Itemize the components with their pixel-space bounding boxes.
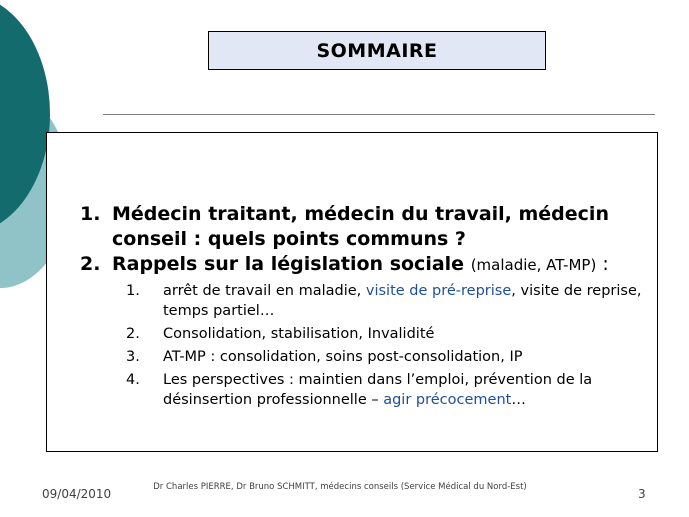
footer-date: 09/04/2010	[42, 487, 112, 501]
sub-item-text: Consolidation, stabilisation, Invalidité	[163, 326, 435, 342]
agenda-item-1	[80, 202, 650, 252]
agenda-item-number: 2.	[80, 253, 101, 275]
agenda-item-text: Médecin traitant, médecin du travail, médecin conseil : quels points communs ?	[112, 203, 609, 250]
title-box	[208, 31, 546, 70]
sub-item-highlight: agir précocement	[383, 392, 512, 408]
footer-page-number: 3	[638, 487, 646, 501]
sub-item-number: 3.	[126, 349, 140, 365]
agenda-list	[80, 202, 650, 413]
agenda-item-number: 1.	[80, 203, 101, 225]
sub-item-text-part: Les perspectives : maintien dans l’emploi, prévention de la désinsertion professionnelle –	[163, 372, 593, 408]
sub-item-text: AT-MP : consolidation, soins post-consolidation, IP	[163, 349, 523, 365]
sub-list	[126, 281, 646, 410]
agenda-item-2	[80, 252, 650, 278]
sub-item-text-part: arrêt de travail en maladie,	[163, 283, 366, 299]
agenda-item-colon: :	[596, 253, 609, 275]
sub-item-text-part: , visite de reprise, temps partiel…	[163, 283, 642, 319]
sub-item-number: 1.	[126, 283, 140, 299]
slide-title: SOMMAIRE	[316, 39, 438, 62]
agenda-item-text-wrap	[112, 252, 650, 278]
sub-item-1	[126, 281, 646, 321]
sub-item-number: 4.	[126, 372, 140, 388]
agenda-item-paren: (maladie, AT-MP)	[470, 256, 597, 274]
sub-item-text	[163, 281, 646, 321]
sub-item-text	[163, 370, 646, 410]
agenda-item-text: Rappels sur la législation sociale	[112, 253, 465, 275]
sub-item-number: 2.	[126, 326, 140, 342]
sub-item-4	[126, 370, 646, 410]
sub-item-2	[126, 324, 646, 344]
title-divider	[103, 114, 655, 115]
sub-item-highlight: visite de pré-reprise	[365, 283, 512, 299]
sub-item-text-part: …	[511, 392, 526, 408]
sub-item-3	[126, 347, 646, 367]
footer-authors: Dr Charles PIERRE, Dr Bruno SCHMITT, médecins conseils (Service Médical du Nord-Est)	[153, 482, 527, 492]
